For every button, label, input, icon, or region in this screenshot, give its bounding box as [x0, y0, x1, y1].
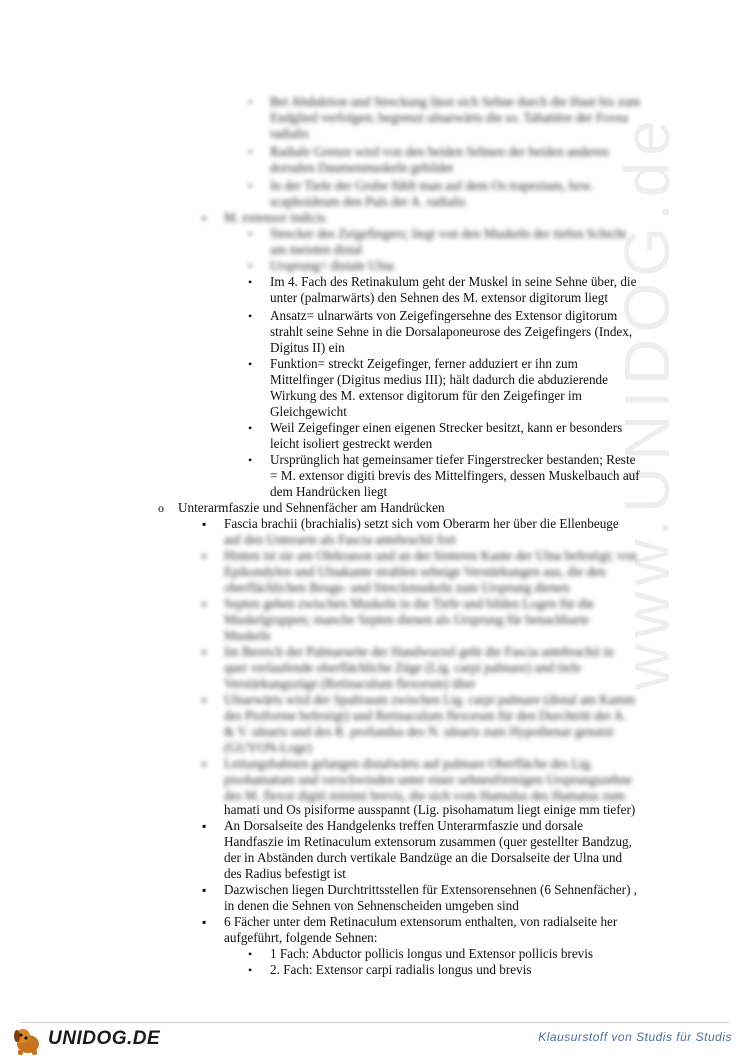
text-line: & V. ulnaris und des R. profundus des N. ulnaris zum Hypothenar genutzt [224, 724, 614, 739]
text-line: Strecker des Zeigefingers; liegt von den Muskeln der tiefen Schicht [270, 226, 627, 241]
bullet-marker: • [248, 179, 253, 193]
bullet-marker: o [158, 501, 164, 515]
text-line: 6 Fächer unter dem Retinaculum extensorum enthalten, von radialseite her [224, 914, 618, 929]
text-line: Weil Zeigefinger einen eigenen Strecker besitzt, kann er besonders [270, 420, 623, 435]
text-line: Epikondylen und Ulnakante strahlen sehnige Verstärkungen aus, die den [224, 564, 606, 579]
text-line: An Dorsalseite des Handgelenks treffen Unterarmfaszie und dorsale [224, 818, 583, 833]
text-line: des M. flexor digiti minimi brevis, die sich vom Hamulus des Hamatus zum [224, 788, 625, 803]
text-line: pisohamatum und verschwinden unter einer sehnenförmigen Ursprungszehne [224, 772, 632, 787]
bullet-marker: ▪ [202, 517, 207, 531]
text-line: Ansatz= ulnarwärts von Zeigefingersehne des Extensor digitorum [270, 308, 618, 323]
text-line: Gleichgewicht [270, 404, 347, 419]
text-line: (GUYON-Loge) [224, 740, 312, 755]
bullet-marker: ▪ [202, 915, 207, 929]
text-line: radialis [270, 126, 309, 141]
bullet-marker: • [248, 421, 253, 435]
text-line: Radiale Grenze wird von den beiden Sehnen der beiden anderen [270, 144, 609, 159]
bullet-marker: ▪ [202, 693, 207, 707]
text-line: Leitungsbahnen gelangen distalwärts auf palmare Oberfläche des Lig. [224, 756, 594, 771]
text-line: 1 Fach: Abductor pollicis longus und Extensor pollicis brevis [270, 946, 594, 961]
text-line: Ursprünglich hat gemeinsamer tiefer Fingerstrecker bestanden; Reste [270, 452, 636, 467]
bullet-marker: ▪ [202, 211, 207, 225]
bullet-marker: • [248, 259, 253, 273]
dog-icon [10, 1024, 46, 1056]
text-line: Digitus II) ein [270, 340, 345, 355]
text-line: Endglied verfolgen; begrenzt ulnarwärts die so. Tabatière der Fovea [270, 110, 629, 125]
bullet-marker: ▪ [202, 645, 207, 659]
text-line: des Radius befestigt ist [224, 866, 346, 881]
text-line: Muskelgruppen; manche Septen dienen als Ursprung für benachbarte [224, 612, 590, 627]
text-line: = M. extensor digiti brevis des Mittelfingers, dessen Muskelbauch auf [270, 468, 640, 483]
bullet-marker: • [248, 227, 253, 241]
text-line: Ulnarwärts wird der Spaltraum zwischen Lig. carpi palmare (distal am Kamm [224, 692, 636, 707]
text-line: Muskeln [224, 628, 271, 643]
text-line: Hinten ist sie am Olekranon und an der hinteren Kante der Ulna befestigt; von [224, 548, 637, 563]
text-line: hamati und Os pisiforme ausspannt (Lig. pisohamatum liegt einige mm tiefer) [224, 802, 636, 817]
bullet-marker: • [248, 947, 253, 961]
bullet-marker: ▪ [202, 819, 207, 833]
text-line: dorsalen Daumenmuskeln gebildet [270, 160, 454, 175]
text-line: oberflächlichen Beuge- und Streckmuskeln zum Ursprung dienen [224, 580, 570, 595]
text-line: Bei Abduktion und Streckung lässt sich Sehne durch die Haut bis zum [270, 94, 641, 109]
logo-text: UNIDOG.DE [48, 1028, 161, 1049]
footer-divider [20, 1022, 730, 1023]
text-line: dem Handrücken liegt [270, 484, 388, 499]
text-line: In der Tiefe der Grube fühlt man auf dem Os trapezium, bzw. [270, 178, 594, 193]
text-line: quer verlaufende oberflächliche Züge (Lig. carpi palmare) und tiefe [224, 660, 581, 675]
text-line: Verstärkungszüge (Retinaculum flexorum) über [224, 676, 476, 691]
text-line: Septen gehen zwischen Muskeln in die Tiefe und bilden Logen für die [224, 596, 595, 611]
text-line: 2. Fach: Extensor carpi radialis longus und brevis [270, 962, 532, 977]
watermark-text: www.UNIDOG.de [611, 114, 683, 690]
text-line: Mittelfinger (Digitus medius III); hält dadurch die abduzierende [270, 372, 609, 387]
bullet-marker: ▪ [202, 597, 207, 611]
bullet-marker: • [248, 453, 253, 467]
text-line: strahlt seine Sehne in die Dorsalaponeurose des Zeigefingers (Index, [270, 324, 633, 339]
text-line: des Pisiforme befestigt) und Retinaculum flexorum für den Durchtritt der A. [224, 708, 627, 723]
text-line: auf den Unterarm als Fascia antebrachii fort [224, 532, 457, 547]
text-line: am meisten distal [270, 242, 363, 257]
text-line: Im Bereich der Palmarseite der Handwurzel geht die Fascia antebrachii in [224, 644, 614, 659]
text-line: Im 4. Fach des Retinakulum geht der Muskel in seine Sehne über, die [270, 274, 637, 289]
text-line: scaphoideum den Puls der A. radialis [270, 194, 466, 209]
bullet-marker: • [248, 95, 253, 109]
bullet-marker: ▪ [202, 883, 207, 897]
bullet-marker: • [248, 963, 253, 977]
unidog-logo [10, 1024, 160, 1056]
text-line: M. extensor indicis [224, 210, 326, 225]
text-line: Ursprung= distale Ulna [270, 258, 394, 273]
text-line: unter (palmarwärts) den Sehnen des M. extensor digitorum liegt [270, 290, 609, 305]
text-line: Fascia brachii (brachialis) setzt sich vom Oberarm her über die Ellenbeuge [224, 516, 619, 531]
bullet-marker: ▪ [202, 549, 207, 563]
text-line: Funktion= streckt Zeigefinger, ferner adduziert er ihn zum [270, 356, 578, 371]
text-line: Unterarmfaszie und Sehnenfächer am Handrücken [178, 500, 445, 515]
text-line: Handfaszie im Retinaculum extensorum zusammen (quer gestellter Bandzug, [224, 834, 632, 849]
text-line: Wirkung des M. extensor digitorum für den Zeigefinger im [270, 388, 582, 403]
text-line: Dazwischen liegen Durchtrittsstellen für Extensorensehnen (6 Sehnenfächer) , [224, 882, 638, 897]
text-line: der in Abständen durch vertikale Bandzüge an die Dorsalseite der Ulna und [224, 850, 623, 865]
bullet-marker: • [248, 145, 253, 159]
text-line: leicht isoliert gestreckt werden [270, 436, 433, 451]
text-line: in denen die Sehnen von Sehnenscheiden umgeben sind [224, 898, 519, 913]
bullet-marker: ▪ [202, 757, 207, 771]
bullet-marker: • [248, 357, 253, 371]
bullet-marker: • [248, 275, 253, 289]
text-line: aufgeführt, folgende Sehnen: [224, 930, 378, 945]
bullet-marker: • [248, 309, 253, 323]
footer-tagline: Klausurstoff von Studis für Studis [538, 1030, 732, 1044]
